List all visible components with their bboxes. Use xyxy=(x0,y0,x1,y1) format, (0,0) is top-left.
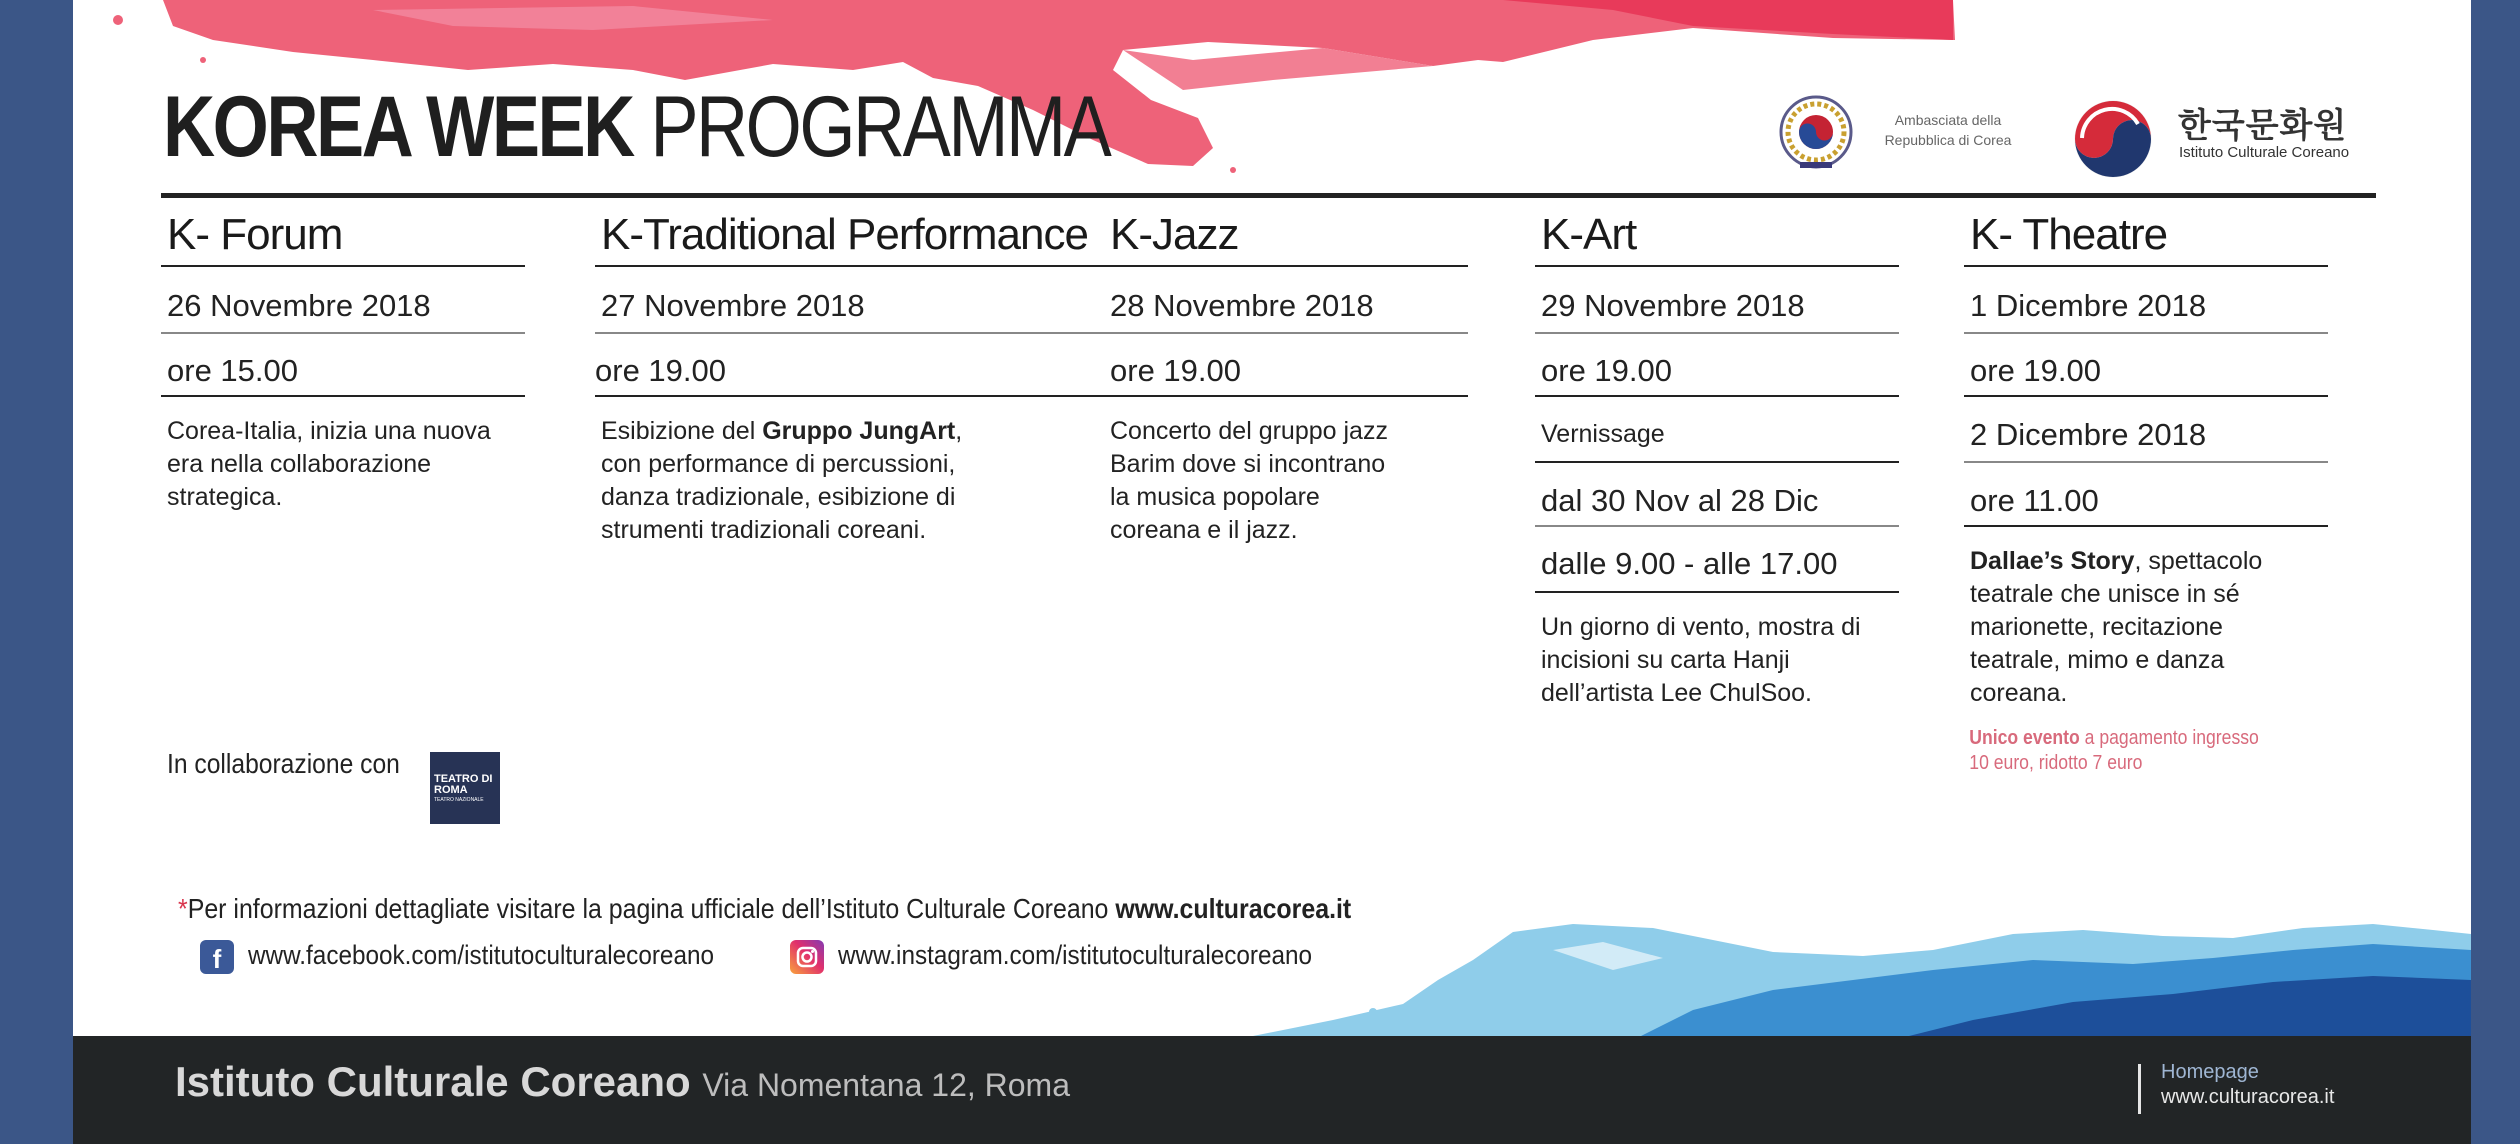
event-time-second: ore 11.00 xyxy=(1964,463,2328,527)
korean-cultural-center-logo-icon xyxy=(2068,94,2158,184)
poster xyxy=(73,0,2471,1144)
homepage-url[interactable]: www.culturacorea.it xyxy=(2161,1086,2335,1108)
header-rule xyxy=(161,193,2376,198)
ticket-note: Unico evento a pagamento ingresso 10 euro, ridotto 7 euro xyxy=(1969,727,2259,774)
kcc-italian-name: Istituto Culturale Coreano xyxy=(2179,144,2350,161)
event-vernissage: Vernissage xyxy=(1535,397,1899,463)
footer-institute: Istituto Culturale Coreano Via Nomentana 12, Roma xyxy=(175,1058,1070,1105)
info-website-link[interactable]: www.culturacorea.it xyxy=(1115,893,1352,924)
teatro-di-roma-logo: TEATRO DI ROMA TEATRO NAZIONALE xyxy=(430,752,500,824)
instagram-url[interactable]: www.instagram.com/istitutoculturalecoreano xyxy=(838,940,1313,970)
program-column-traditional-performance xyxy=(595,205,1113,547)
homepage-label: Homepage xyxy=(2161,1061,2259,1083)
event-title: K-Jazz xyxy=(1104,205,1468,267)
program-column-jazz xyxy=(1104,205,1468,547)
footer xyxy=(73,1036,2471,1144)
event-title: K- Theatre xyxy=(1964,205,2328,267)
page-title: KOREA WEEK PROGRAMMA xyxy=(163,79,1110,175)
kcc-korean-name: 한국문화원 xyxy=(2178,107,2348,145)
event-title: K-Traditional Performance xyxy=(595,205,1113,267)
collaboration-label: In collaborazione con xyxy=(167,748,400,779)
facebook-url[interactable]: www.facebook.com/istitutoculturalecoreano xyxy=(248,940,714,970)
event-time: ore 15.00 xyxy=(161,334,525,397)
event-date: 27 Novembre 2018 xyxy=(595,267,1113,334)
event-description: Dallae’s Story, spettacolo teatrale che unisce in sé marionette, recitazione teatrale, mimo e danza coreana. xyxy=(1970,547,2263,707)
event-time: ore 19.00 xyxy=(1535,334,1899,397)
event-description: Un giorno di vento, mostra di incisioni su carta Hanji dell’artista Lee ChulSoo. xyxy=(1541,613,1861,707)
event-time: ore 19.00 xyxy=(595,334,1113,397)
event-date-second: 2 Dicembre 2018 xyxy=(1964,397,2328,463)
event-date: 29 Novembre 2018 xyxy=(1535,267,1899,334)
event-date: 26 Novembre 2018 xyxy=(161,267,525,334)
program-column-art xyxy=(1535,205,1899,710)
instagram-icon xyxy=(790,940,824,974)
exhibition-hours: dalle 9.00 - alle 17.00 xyxy=(1535,527,1899,593)
footer-homepage[interactable] xyxy=(2161,1060,2334,1110)
footer-address: Via Nomentana 12, Roma xyxy=(702,1067,1070,1103)
event-description: Esibizione del Gruppo JungArt, con performance di percussioni, danza tradizionale, esibizione di strumenti tradizionali coreani. xyxy=(601,417,963,544)
event-time: ore 19.00 xyxy=(1964,334,2328,397)
event-description: Concerto del gruppo jazz Barim dove si incontrano la musica popolare coreana e il jazz. xyxy=(1110,417,1388,544)
event-date: 1 Dicembre 2018 xyxy=(1964,267,2328,334)
event-title: K-Art xyxy=(1535,205,1899,267)
event-date: 28 Novembre 2018 xyxy=(1104,267,1468,334)
blue-ink-splash xyxy=(73,920,2471,1040)
program-column-forum xyxy=(161,205,525,514)
facebook-icon: f xyxy=(200,940,234,974)
embassy-name: Ambasciata della Repubblica di Corea xyxy=(1884,112,2012,148)
event-time: ore 19.00 xyxy=(1104,334,1468,397)
info-line: *Per informazioni dettagliate visitare la pagina ufficiale dell’Istituto Culturale Coreano www.culturacorea.it xyxy=(178,893,1352,924)
event-title: K- Forum xyxy=(161,205,525,267)
program-column-theatre xyxy=(1964,205,2328,776)
exhibition-period: dal 30 Nov al 28 Dic xyxy=(1535,463,1899,527)
footer-divider xyxy=(2138,1064,2141,1114)
event-description: Corea-Italia, inizia una nuova era nella collaborazione strategica. xyxy=(167,417,491,511)
embassy-emblem-icon xyxy=(1778,92,1854,172)
